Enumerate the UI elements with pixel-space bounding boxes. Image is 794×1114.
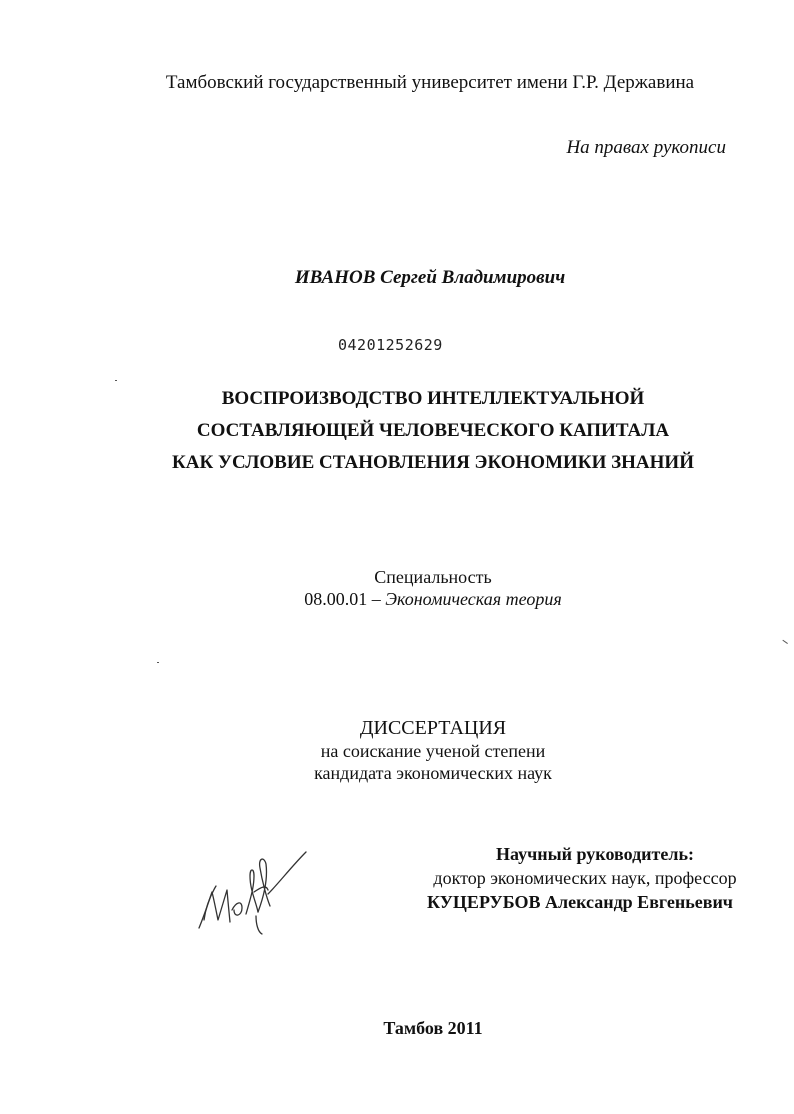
dissertation-topic [60, 383, 794, 479]
registration-code: 04201252629 [338, 336, 443, 354]
specialty-code: 08.00.01 [304, 589, 368, 609]
dissertation-block [60, 716, 794, 784]
specialty-label: Специальность [374, 567, 492, 587]
supervisor-block [410, 842, 740, 914]
author-given-names: Сергей Владимирович [380, 267, 566, 288]
city-year: Тамбов 2011 [383, 1018, 483, 1038]
specialty-separator: – [371, 589, 381, 609]
dissertation-label: ДИССЕРТАЦИЯ [359, 717, 507, 739]
topic-line: ВОСПРОИЗВОДСТВО ИНТЕЛЛЕКТУАЛЬНОЙ [221, 388, 645, 409]
scan-speck [115, 380, 117, 381]
degree-line-2: кандидата экономических наук [314, 763, 552, 783]
topic-line: КАК УСЛОВИЕ СТАНОВЛЕНИЯ ЭКОНОМИКИ ЗНАНИЙ [172, 452, 694, 473]
supervisor-name: КУЦЕРУБОВ Александр Евгеньевич [427, 892, 733, 912]
specialty-line [60, 588, 794, 610]
supervisor-degree: доктор экономических наук, профессор [433, 868, 737, 888]
specialty-block [60, 566, 794, 610]
supervisor-label: Научный руководитель: [496, 844, 694, 864]
author-surname: ИВАНОВ [294, 267, 376, 288]
topic-line: СОСТАВЛЯЮЩЕЙ ЧЕЛОВЕЧЕСКОГО КАПИТАЛА [196, 420, 670, 441]
author-name [60, 267, 794, 289]
university-name: Тамбовский государственный университет имени Г.Р. Державина [165, 72, 695, 93]
scan-speck [157, 662, 159, 663]
scan-mark [780, 640, 788, 648]
specialty-name: Экономическая теория [385, 589, 562, 609]
handwritten-signature [196, 840, 312, 936]
rights-note: На правах рукописи [566, 137, 726, 158]
degree-line-1: на соискание ученой степени [320, 741, 546, 761]
